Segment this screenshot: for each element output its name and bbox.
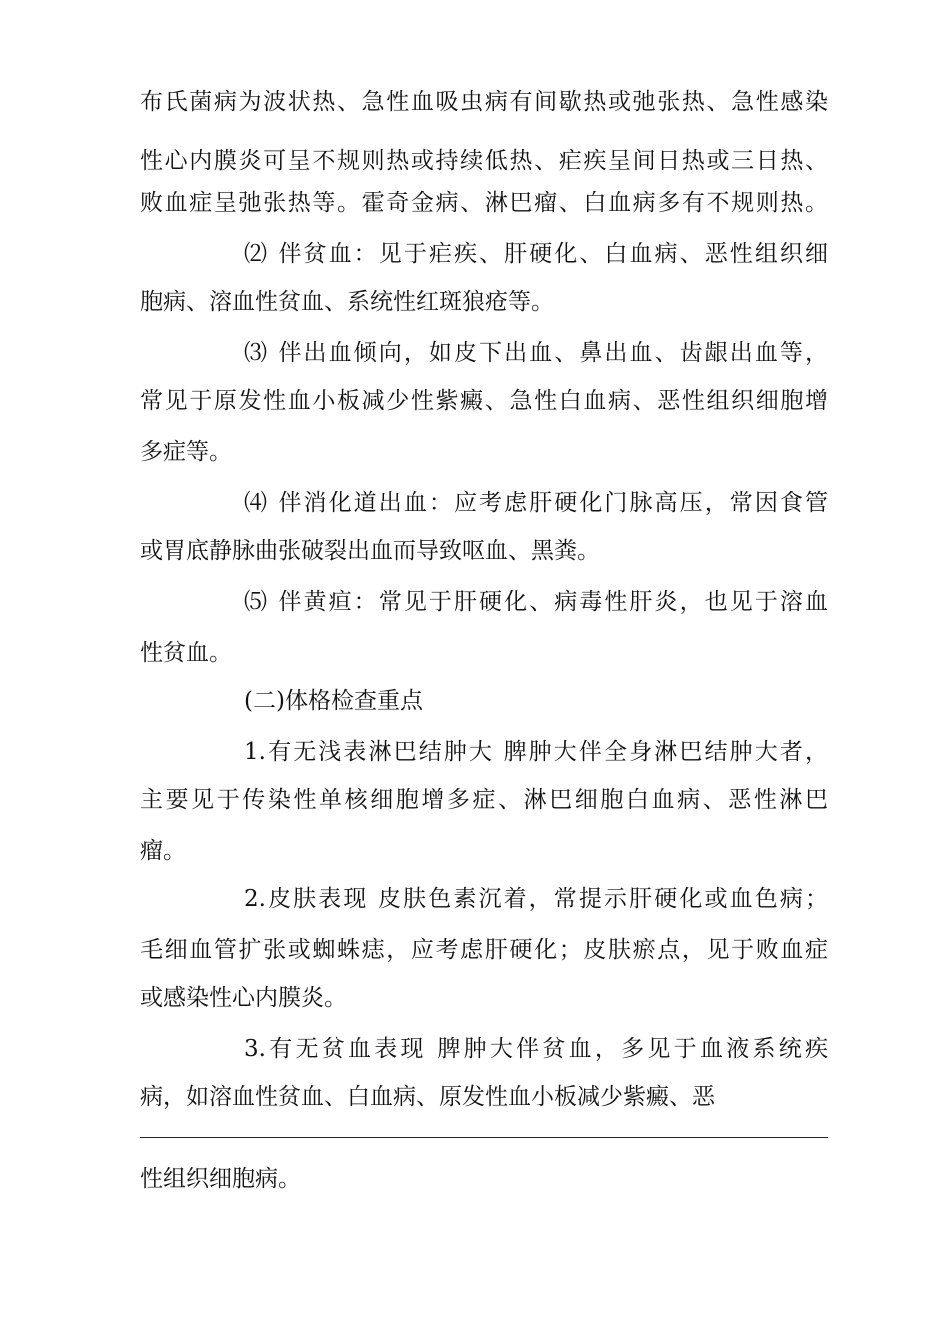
text-line: 毛细血管扩张或蜘蛛痣，应考虑肝硬化；皮肤瘀点，见于败血症	[140, 937, 828, 963]
section-heading: (二)体格检查重点	[244, 688, 423, 714]
text-line: ⑷ 伴消化道出血：应考虑肝硬化门脉高压，常因食管	[244, 490, 828, 516]
text-line: 2.皮肤表现 皮肤色素沉着，常提示肝硬化或血色病；	[244, 886, 828, 912]
text-line: 1.有无浅表淋巴结肿大 脾肿大伴全身淋巴结肿大者，	[244, 739, 828, 765]
text-line: 性贫血。	[140, 640, 232, 666]
footnote-divider	[140, 1137, 828, 1138]
text-line: 主要见于传染性单核细胞增多症、淋巴细胞白血病、恶性淋巴	[140, 787, 828, 813]
text-line: 或胃底静脉曲张破裂出血而导致呕血、黑粪。	[140, 538, 600, 564]
text-line: 性心内膜炎可呈不规则热或持续低热、疟疾呈间日热或三日热、	[140, 148, 828, 174]
text-line: ⑶ 伴出血倾向，如皮下出血、鼻出血、齿龈出血等，	[244, 340, 828, 366]
text-line: 败血症呈弛张热等。霍奇金病、淋巴瘤、白血病多有不规则热。	[140, 190, 828, 216]
text-line: 布氏菌病为波状热、急性血吸虫病有间歇热或弛张热、急性感染	[140, 89, 828, 115]
text-line: ⑵ 伴贫血：见于疟疾、肝硬化、白血病、恶性组织细	[244, 241, 828, 267]
text-line: 瘤。	[140, 838, 186, 864]
text-line: 常见于原发性血小板减少性紫癜、急性白血病、恶性组织细胞增	[140, 388, 828, 414]
text-line: ⑸ 伴黄疸：常见于肝硬化、病毒性肝炎，也见于溶血	[244, 589, 828, 615]
text-line: 多症等。	[140, 439, 232, 465]
continuation-text: 性组织细胞病。	[140, 1166, 301, 1192]
text-line: 3.有无贫血表现 脾肿大伴贫血，多见于血液系统疾	[244, 1036, 828, 1062]
text-line: 或感染性心内膜炎。	[140, 985, 347, 1011]
text-line: 胞病、溶血性贫血、系统性红斑狼疮等。	[140, 289, 554, 315]
text-line: 病，如溶血性贫血、白血病、原发性血小板减少紫癜、恶	[140, 1084, 715, 1110]
